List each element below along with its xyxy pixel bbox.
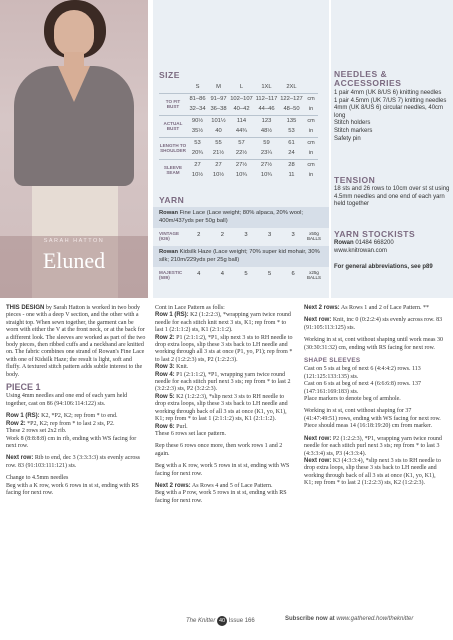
size-unit: cm xyxy=(304,159,318,170)
size-row-label: TO FIT BUST xyxy=(159,93,187,115)
instruction: Beg with a P row, work 5 rows in st st, ending with RS facing for next row. xyxy=(155,490,287,504)
size-cell: 35½ xyxy=(191,128,204,135)
yarn-quantity-row xyxy=(153,228,329,244)
size-cell: 91–97 xyxy=(208,93,229,104)
size-cell: 10¾ xyxy=(260,172,273,179)
instruction xyxy=(304,458,444,488)
size-cell: 23¼ xyxy=(260,150,273,157)
size-cell: 44–46 xyxy=(258,106,275,113)
instruction xyxy=(155,372,295,394)
size-cell: 81–86 xyxy=(187,93,208,104)
stockists-heading: YARN STOCKISTS xyxy=(334,229,416,239)
needles-list xyxy=(334,90,450,143)
size-cell: 27½ xyxy=(254,159,279,170)
yarn-block-1 xyxy=(153,207,329,244)
yarn-qty: 4 xyxy=(197,271,201,278)
size-row-label: SLEEVE SEAM xyxy=(159,159,187,181)
yarn-unit: x50g BALLS xyxy=(306,231,321,241)
yarn-qty: 3 xyxy=(244,232,248,239)
size-cell: 90½ xyxy=(187,115,208,126)
yarn-qty: 5 xyxy=(244,271,248,278)
row-text: Knit. xyxy=(174,364,189,371)
yarn-qty: 5 xyxy=(267,271,272,278)
instruction xyxy=(155,483,295,490)
instruction: Change to 4.5mm needles xyxy=(6,475,69,482)
tension-heading: TENSION xyxy=(334,175,376,185)
size-cell: 40 xyxy=(215,128,222,135)
size-col: S xyxy=(195,84,200,91)
instruction: Piece should meas 14 (16:18:19:20) cm from marker. xyxy=(304,423,432,430)
size-header-row xyxy=(159,82,318,93)
page-number: 40 xyxy=(218,618,226,624)
instruction: Work 8 (8:8:8:8) cm in rib, ending with WS facing for next row. xyxy=(6,435,137,449)
size-cell: 57 xyxy=(229,137,254,148)
size-unit: in xyxy=(308,172,314,179)
size-unit: cm xyxy=(304,137,318,148)
instruction: Cast on 5 sts at beg of next 6 (4:4:4:2) rows. 113 (121:125:133:135) sts. xyxy=(304,366,421,380)
size-cell: 36–38 xyxy=(210,106,227,113)
yarn-qty: 2 xyxy=(197,232,201,239)
size-cell: 11 xyxy=(288,172,295,179)
size-cell: 122–127 xyxy=(279,93,304,104)
row-label: Next row: xyxy=(304,435,332,442)
size-cell: 53 xyxy=(187,137,208,148)
intro-paragraph xyxy=(6,305,146,379)
column-1 xyxy=(6,305,146,502)
row-label: Row 1 (RS): xyxy=(155,312,189,319)
needles-panel xyxy=(331,0,453,298)
row-label: Next 2 rows: xyxy=(304,305,340,311)
stockist-name: Rowan xyxy=(334,240,354,246)
instruction: These 6 rows set lace pattern. xyxy=(155,430,226,437)
size-cell: 20¾ xyxy=(191,150,204,157)
size-cell: 101½ xyxy=(208,115,229,126)
size-col: M xyxy=(216,84,221,91)
row-label: Row 2: xyxy=(155,334,175,341)
yarn-description: Fine Lace (Lace weight; 80% alpaca, 20% wool; 400m/437yds per 50g ball) xyxy=(159,210,304,224)
size-cell: 59 xyxy=(254,137,279,148)
size-cell: 27 xyxy=(187,159,208,170)
needle-item: 1 pair 4.5mm (UK 7/US 7) knitting needles xyxy=(334,97,447,104)
size-cell: 27½ xyxy=(229,159,254,170)
column-3 xyxy=(304,305,444,493)
row-text: P1 (2:1:1:2), *P1, slip next 3 sts to RH needle to drop extra loops, slip these 3 sts back to LH needle and working through all 3 sts at once (P1, yo, P1); rep from * to last 2 (1:2:2:3) sts, P2 (1:2:2:3). xyxy=(155,334,293,363)
row-label: Next row: xyxy=(304,317,332,324)
instruction: Beg with a K row, work 6 rows in st st, ending with RS facing for next row. xyxy=(6,482,139,496)
yarn-shade: MAJESTIC (589) xyxy=(159,270,183,280)
row-label: Row 2: xyxy=(6,420,26,427)
size-unit: cm xyxy=(304,93,318,104)
row-text: As Rows 4 and 5 of Lace Pattern. xyxy=(190,482,273,489)
stockist-phone: 01484 668200 xyxy=(353,240,394,246)
row-label: Next row: xyxy=(6,455,34,462)
instruction xyxy=(6,455,146,470)
row-text: K3 (4:3:3:4), *slip next 3 sts to RH needle to drop extra loops, slip these 3 sts back to LH needle and working through back of all 3 sts at once (K1, yo, K1), K1; rep from * to last 2 (1:2:2:3) sts, K2 (1:2:2:3). xyxy=(304,457,441,487)
size-unit: in xyxy=(308,106,314,113)
yarn-unit: x25g BALLS xyxy=(306,270,321,280)
needle-item: Stitch markers xyxy=(334,127,373,134)
yarn-qty: 6 xyxy=(291,271,295,278)
size-cell: 28 xyxy=(279,159,304,170)
yarn-desc xyxy=(153,246,329,267)
model-photo xyxy=(0,0,148,298)
designer-name: SARAH HATTON xyxy=(43,238,105,244)
stockist-web: www.knitrowan.com xyxy=(334,247,388,254)
instruction xyxy=(304,305,444,312)
row-text: K2 (1:2:2:3), *slip next 3 sts to RH needle to drop extra loops, slip these 3 sts back to LH needle and working through back of all 3 sts at once (K1, yo, K1), K1; rep from * to last 1 (2:1:1:2) sts, K1 (2:1:1:2). xyxy=(155,393,288,423)
size-cell: 135 xyxy=(279,115,304,126)
yarn-shade: VINTAGE (926) xyxy=(159,231,180,241)
yarn-brand: Rowan xyxy=(159,210,179,216)
row-label: Next row: xyxy=(304,457,332,464)
row-label: Row 5: xyxy=(155,393,175,400)
yarn-qty: 3 xyxy=(267,232,272,239)
size-heading: SIZE xyxy=(159,70,180,80)
sleeve-heading: SHAPE SLEEVES xyxy=(304,357,361,365)
yarn-quantity-row xyxy=(153,267,329,283)
needles-heading: NEEDLES & ACCESSORIES xyxy=(334,69,402,88)
instruction: Beg with a K row, work 5 rows in st st, ending with WS facing for next row. xyxy=(155,463,290,477)
size-unit: in xyxy=(308,128,314,135)
size-cell: 102–107 xyxy=(229,93,254,104)
size-col: 2XL xyxy=(286,84,297,91)
yarn-desc xyxy=(153,207,329,228)
size-cell: 55 xyxy=(208,137,229,148)
row-text: P1 (2:1:1:2), *P1, wrapping yarn twice round needle for each stitch purl next 3 sts; rep from * to last 2 (3:2:2:3) sts, P2 (3:2:2:3). xyxy=(155,371,291,393)
footer-subscribe xyxy=(285,616,413,622)
size-cell: 32–34 xyxy=(189,106,206,113)
size-table xyxy=(159,82,318,181)
instruction xyxy=(6,421,146,428)
size-cell: 24 xyxy=(288,150,295,157)
instruction xyxy=(155,424,295,431)
instruction xyxy=(6,413,146,420)
instruction: Cast on 6 sts at beg of next 4 (6:6:6:8) rows. 137 (147:161:169:183) sts. xyxy=(304,381,421,395)
footer-magazine xyxy=(186,616,255,626)
size-cell: 123 xyxy=(254,115,279,126)
pattern-title: Eluned xyxy=(42,248,106,273)
needle-item: 1 pair 4mm (UK 8/US 6) knitting needles xyxy=(334,90,442,96)
row-label: Row 3: xyxy=(155,364,175,371)
size-yarn-panel xyxy=(153,0,329,298)
size-row xyxy=(159,93,318,104)
yarn-heading: YARN xyxy=(159,195,185,205)
intro-text: by Sarah Hatton is worked in two body pieces - one with a deep V section, and the other with a straight top. When sewn together, the garment can be worn with either the V at the front neck, or at the back for a different look. The sleeves are worked as part of the two body pieces, then ribbed cuffs and a neckband are knitted on. The fabric combines one strand of Rowan's Fine Lace with one of Kidsilk Haze; the result is light, soft and fluffy. A textured stitch pattern adds subtle interest to the body. xyxy=(6,305,146,378)
subscribe-link[interactable]: www.gathered.how/theknitter xyxy=(336,616,414,622)
row-text: Knit, inc 0 (0:2:2:4) sts evenly across row. 83 (91:105:113:125) sts. xyxy=(304,317,443,331)
yarn-qty: 2 xyxy=(220,232,224,239)
size-unit: cm xyxy=(304,115,318,126)
instruction: These 2 rows set 2x2 rib. xyxy=(6,428,67,435)
instruction xyxy=(304,436,444,458)
instruction: Place markers to denote beg of armhole. xyxy=(304,396,401,403)
yarn-block-2 xyxy=(153,246,329,283)
row-text: Purl. xyxy=(174,423,188,430)
instruction xyxy=(155,312,295,334)
size-cell: 27 xyxy=(208,159,229,170)
instruction: Using 4mm needles and one end of each yarn held together, cast on 86 (94:106:114:122) sts. xyxy=(6,393,128,407)
column-2 xyxy=(155,305,295,510)
piece-heading: PIECE 1 xyxy=(6,382,41,393)
intro-lead: THIS DESIGN xyxy=(6,305,45,311)
size-cell: 48½ xyxy=(260,128,273,135)
instruction: Cont in Lace Pattern as folls: xyxy=(155,305,225,311)
stockists-info xyxy=(334,240,450,255)
instruction xyxy=(155,394,295,424)
abbreviations-note: For general abbreviations, see p89 xyxy=(334,264,433,270)
instruction: Working in st st, cont without shaping for 37 (41:47:49:51) rows, ending with WS facing for next row. xyxy=(304,408,441,422)
needle-item: Stitch holders xyxy=(334,120,371,127)
size-cell: 61 xyxy=(279,137,304,148)
needle-item: 4mm (UK 8/US 6) circular needles, 40cm long xyxy=(334,105,444,119)
row-text: *P2, K2; rep from * to last 2 sts, P2. xyxy=(25,420,115,427)
yarn-description: Kidsilk Haze (Lace weight; 70% super kid mohair, 30% silk; 210m/229yds per 25g ball) xyxy=(159,249,320,263)
size-cell: 10¾ xyxy=(235,172,248,179)
size-cell: 44¾ xyxy=(235,128,248,135)
size-cell: 112–117 xyxy=(254,93,279,104)
yarn-brand: Rowan xyxy=(159,249,179,255)
size-row xyxy=(159,159,318,170)
instruction xyxy=(155,335,295,365)
row-label: Row 6: xyxy=(155,423,175,430)
size-cell: 40–42 xyxy=(233,106,250,113)
tension-text: 18 sts and 26 rows to 10cm over st st using 4.5mm needles and one end of each yarn held together xyxy=(334,186,450,208)
size-cell: 10½ xyxy=(191,172,204,179)
instruction: Working in st st, cont without shaping until work meas 30 (30:30:31:32) cm, ending with RS facing for next row. xyxy=(304,337,444,351)
row-text: K2 (1:2:2:3), *wrapping yarn twice round needle for each stitch knit next 3 sts, K1; rep from * to last 1 (2:1:1:2) sts, K1 (2:1:1:2). xyxy=(155,312,291,334)
size-unit: in xyxy=(308,150,314,157)
row-text: As Rows 1 and 2 of Lace Pattern. ** xyxy=(339,305,430,311)
instruction xyxy=(304,317,444,332)
header-panel xyxy=(0,0,453,298)
subscribe-lead: Subscribe now at xyxy=(285,616,337,622)
row-label: Row 1 (RS): xyxy=(6,413,40,420)
size-cell: 22½ xyxy=(235,150,248,157)
size-row xyxy=(159,115,318,126)
size-row xyxy=(159,137,318,148)
issue-number: Issue 166 xyxy=(228,618,255,624)
row-label: Next 2 rows: xyxy=(155,482,191,489)
size-row-label: LENGTH TO SHOULDER xyxy=(159,137,187,159)
row-label: Row 4: xyxy=(155,371,175,378)
magazine-name: The Knitter xyxy=(186,618,216,624)
row-text: K2, *P2, K2; rep from * to end. xyxy=(39,413,118,420)
row-text: P2 (1:2:2:3), *P1, wrapping yarn twice round needle for each stitch purl next 3 sts; rep from * to last 3 (4:3:3:4) sts, P3 (4:3:3:4). xyxy=(304,435,442,457)
yarn-qty: 4 xyxy=(220,271,224,278)
size-cell: 114 xyxy=(229,115,254,126)
row-text: Rib to end, dec 3 (3:3:3:3) sts evenly across row. 83 (91:103:111:121) sts. xyxy=(6,455,140,469)
instruction xyxy=(155,364,295,371)
size-cell: 53 xyxy=(288,128,295,135)
needle-item: Safety pin xyxy=(334,135,361,142)
instruction: Rep these 6 rows once more, then work rows 1 and 2 again. xyxy=(155,443,283,457)
size-col: 1XL xyxy=(261,84,272,91)
size-col: L xyxy=(239,84,244,91)
size-cell: 21½ xyxy=(212,150,225,157)
size-row-label: ACTUAL BUST xyxy=(159,115,187,137)
yarn-qty: 3 xyxy=(291,232,295,239)
size-cell: 10½ xyxy=(212,172,225,179)
size-cell: 48–50 xyxy=(283,106,300,113)
